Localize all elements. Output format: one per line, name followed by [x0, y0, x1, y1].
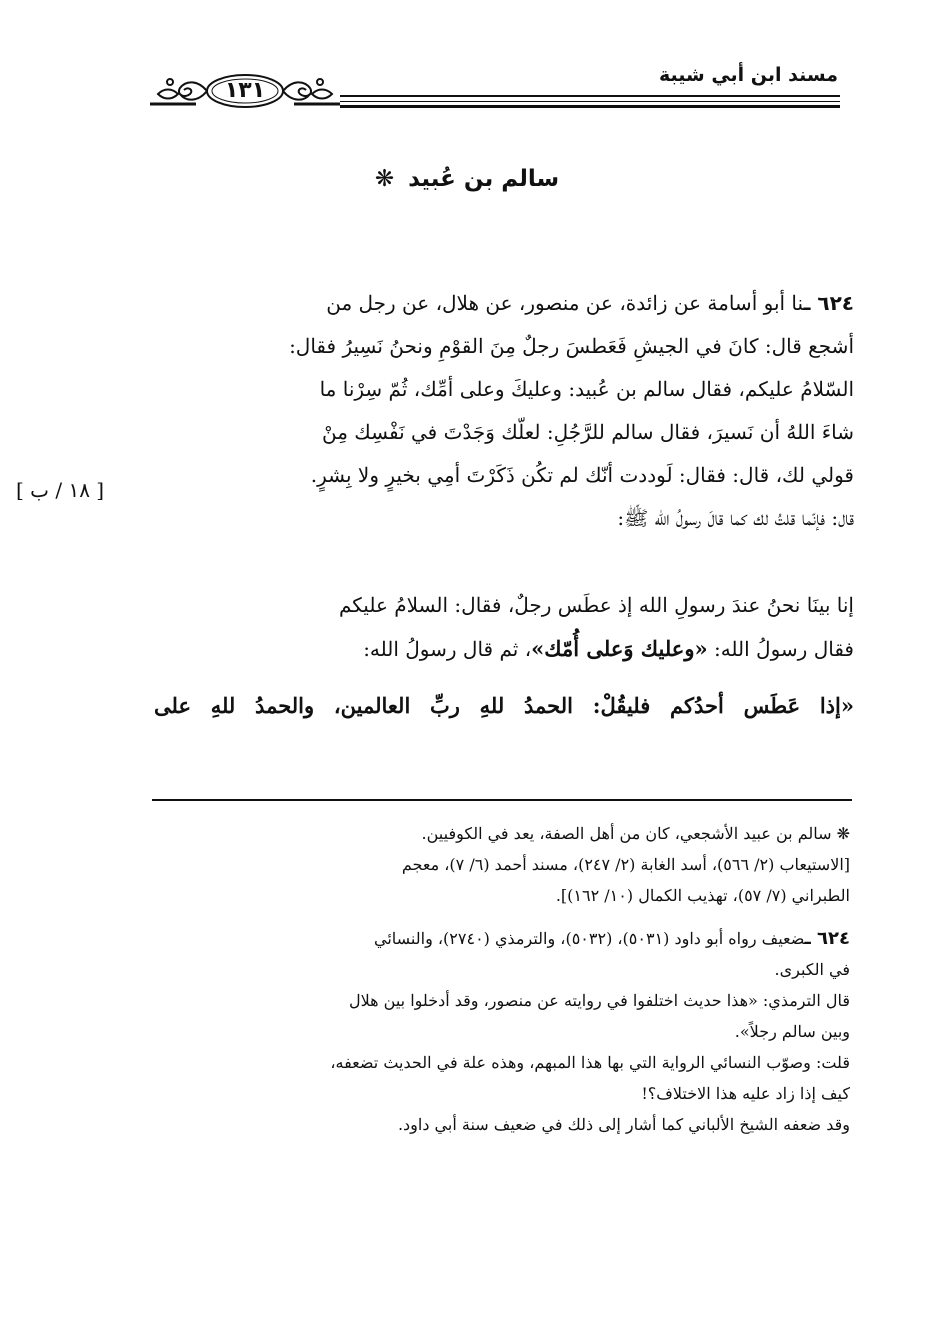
footnote-number: ٦٢٤ ـ [804, 928, 850, 949]
quoted-narration [154, 584, 854, 671]
hadith-text [154, 282, 854, 540]
asterisk-icon: ❋ [374, 166, 395, 192]
footnote-line: وبين سالم رجلاً». [734, 1022, 850, 1041]
text-line: السّلامُ عليكم، فقال سالم بن عُبيد: وعليكَ وعلى أمِّك، ثُمّ سِرْنا ما [319, 377, 854, 401]
footnote-line: الطبراني (٧/ ٥٧)، تهذيب الكمال (١٠/ ١٦٢)]. [555, 886, 850, 905]
text-line: قولي لك، قال: فقال: لَوددت أنّك لم تكُن ذَكَرْتَ أمِي بخيرٍ ولا بِشرٍ. [310, 463, 854, 487]
text-line: قال: فإنّما قلتُ لك كما قالَ رسولُ الله ﷺ: [617, 506, 854, 530]
footnote-gap [150, 911, 850, 923]
prophet-reply-bold: «وعليك وَعلى أُمّك» [531, 636, 708, 661]
footnote-line: كيف إذا زاد عليه هذا الاختلاف؟! [641, 1084, 850, 1103]
prophetic-saying: «إذا عَطَس أحدُكم فليقُلْ: الحمدُ للهِ ربِّ العالمين، والحمدُ للهِ على [154, 693, 854, 718]
chapter-title [0, 166, 934, 192]
header-rule [340, 95, 840, 97]
text-line: ٦٢٤ ـنا أبو أسامة عن زائدة، عن منصور، عن هلال، عن رجل من [326, 291, 854, 315]
page-number: ١٣١ [224, 78, 266, 103]
footnote-line: قال الترمذي: «هذا حديث اختلفوا في روايته عن منصور، وقد أدخلوا بين هلال [348, 991, 850, 1010]
footnote-line: وقد ضعفه الشيخ الألباني كما أشار إلى ذلك في ضعيف سنة أبي داود. [397, 1115, 850, 1134]
footnote-line: قلت: وصوّب النسائي الرواية التي بها هذا المبهم، وهذه علة في الحديث تضعفه، [330, 1053, 850, 1072]
text-line: أشجع قال: كانَ في الجيشِ فَعَطسَ رجلٌ مِنَ القوْمِ ونحنُ نَسِيرُ فقال: [289, 334, 854, 358]
footnote-line: في الكبرى. [774, 960, 850, 979]
footnote-line: [الاستيعاب (٢/ ٥٦٦)، أسد الغابة (٢/ ٢٤٧)، مسند أحمد (٦/ ٧)، معجم [401, 855, 850, 874]
chapter-title-text: سالم بن عُبيد [408, 166, 560, 192]
text-line: إنا بينَا نحنُ عندَ رسولِ الله إذ عطَس رجلٌ، فقال: السلامُ عليكم [338, 593, 854, 617]
header-rule [340, 105, 840, 108]
text-line: شاءَ اللهُ أن نَسيرَ، فقال سالم للرَّجُلِ: لعلّك وَجَدْتَ في نَفْسِك مِنْ [321, 420, 854, 444]
footnote-line: ❋ سالم بن عبيد الأشجعي، كان من أهل الصفة، يعد في الكوفيين. [421, 824, 850, 843]
hadith-number: ٦٢٤ ـ [803, 291, 854, 315]
running-title: مسند ابن أبي شيبة [658, 64, 838, 86]
text-line: فقال رسولُ الله: «وعليك وَعلى أُمّك»، ثم قال رسولُ الله: [363, 636, 854, 661]
header-rule [340, 101, 840, 102]
manuscript-folio-reference: [ ١٨ / ب ] [16, 478, 105, 502]
footnote-line: ٦٢٤ ـضعيف رواه أبو داود (٥٠٣١)، (٥٠٣٢)، والترمذي (٢٧٤٠)، والنسائي [373, 928, 850, 949]
footnotes [150, 818, 850, 1140]
footnote-separator [152, 799, 852, 801]
